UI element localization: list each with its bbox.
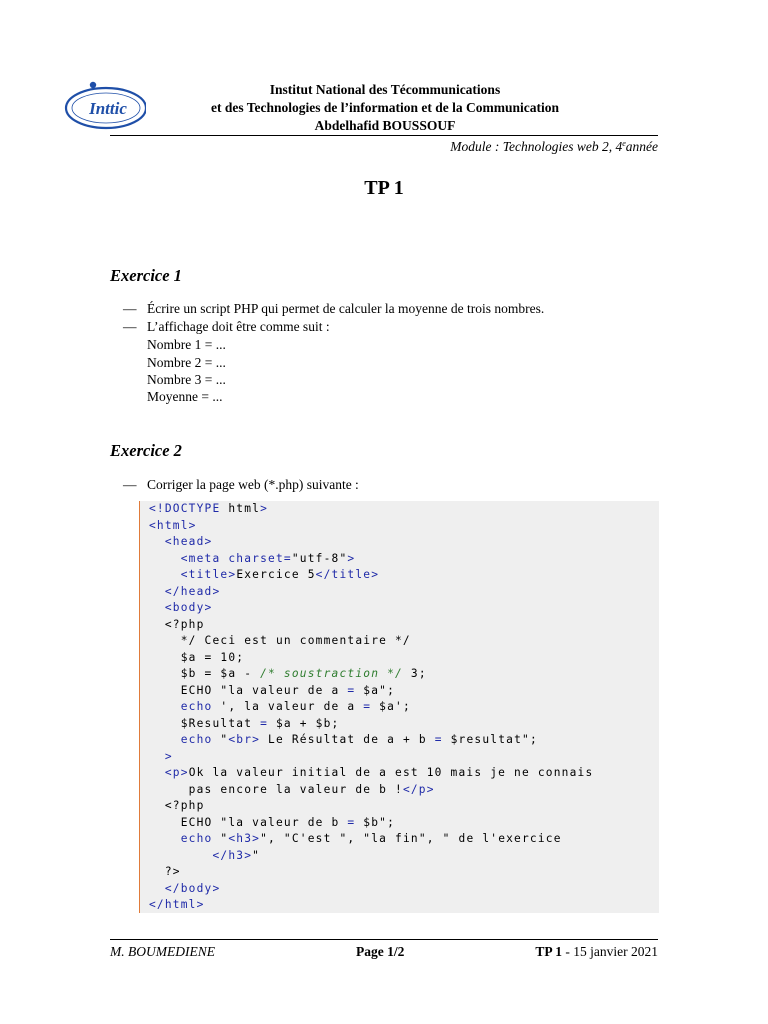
- header-rule: [110, 135, 658, 136]
- exercice-2-item: — Corriger la page web (*.php) suivante :: [123, 477, 359, 492]
- footer-doc-date: TP 1 - 15 janvier 2021: [535, 944, 658, 959]
- inttic-logo: [62, 77, 146, 133]
- output-line: Nombre 2 = ...: [147, 355, 226, 370]
- code-listing: [139, 501, 659, 913]
- exercice-1-item: — Écrire un script PHP qui permet de calculer la moyenne de trois nombres.: [123, 301, 545, 316]
- exercice-1-item: — L’affichage doit être comme suit :: [123, 319, 330, 334]
- institute-line-3: Abdelhafid BOUSSOUF: [314, 118, 456, 133]
- institute-line-1: Institut National des Técommunications: [269, 82, 501, 97]
- module-label: Module : Technologies web 2, 4eannée: [450, 139, 658, 154]
- output-line: Moyenne = ...: [147, 389, 223, 404]
- exercice-1-title: Exercice 1: [110, 266, 182, 285]
- output-line: Nombre 1 = ...: [147, 337, 226, 352]
- exercice-2-title: Exercice 2: [110, 441, 182, 460]
- code-block: <!DOCTYPE html> <html> <head> <meta charset="utf-8"> <title>Exercice 5</title> </head> <body> <?php */ Ceci est un commentaire */ $a = 10; $b = $a - /* soustraction */ 3; ECHO "la valeur de a = $a"; echo ', la valeur de a = $a'; $Resultat = $a + $b; echo "<br> Le Résultat de a + b = $resultat"; > <p>Ok la valeur initial de a est 10 mais je ne connais pas encore la valeur de b !</p> <?php ECHO "la valeur de b = $b"; echo "<h3>", "C'est ", "la fin", " de l'exercice </h3>" ?> </body> </html>: [149, 502, 594, 911]
- page-title: TP 1: [364, 177, 404, 199]
- logo-text: Inttic: [89, 99, 127, 118]
- institute-line-2: et des Technologies de l’information et de la Communication: [211, 100, 559, 115]
- footer-page: Page 1/2: [356, 944, 405, 959]
- output-line: Nombre 3 = ...: [147, 372, 226, 387]
- footer-author: M. BOUMEDIENE: [110, 944, 215, 959]
- footer-rule: [110, 939, 658, 940]
